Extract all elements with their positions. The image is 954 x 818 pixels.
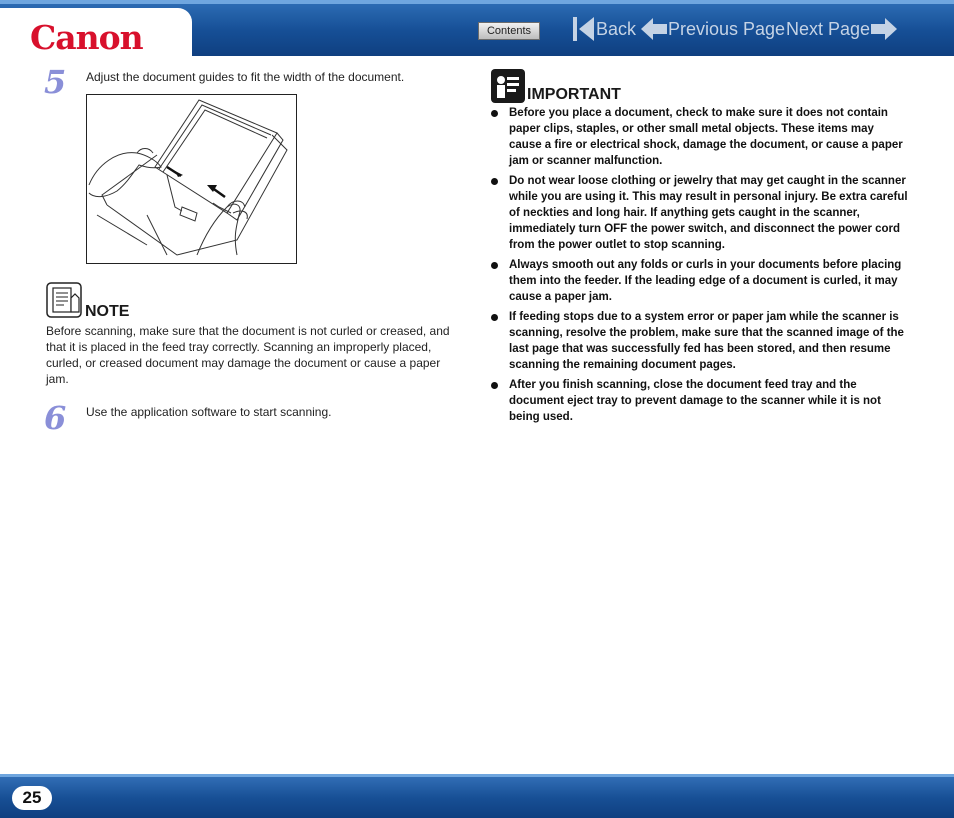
important-list <box>489 105 909 429</box>
back-label: Back <box>596 19 637 39</box>
back-icon <box>572 14 596 44</box>
note-heading: NOTE <box>85 303 130 320</box>
header-bar <box>0 0 954 56</box>
back-button[interactable] <box>572 14 636 44</box>
footer-bar <box>0 774 954 818</box>
list-item <box>489 105 909 169</box>
note-body: Before scanning, make sure that the document is not curled or creased, and that it is placed in the feed tray correctly. Scanning an improperly placed, curled, or creased document may damage the document or cause a paper jam. <box>46 324 450 386</box>
important-item-text: If feeding stops due to a system error or paper jam while the scanner is scanning, resolve the problem, make sure that the scanned image of the last page that was successfully fed has been stored, and then resume scanning the remaining document pages. <box>509 311 904 371</box>
bullet-icon <box>491 178 498 185</box>
previous-page-button[interactable] <box>640 14 785 44</box>
important-item-text: Before you place a document, check to make sure it does not contain paper clips, staples, or other small metal objects. These items may cause a fire or electrical shock, damage the document, or cause a paper jam or scanner malfunction. <box>509 107 903 167</box>
important-item-text: Do not wear loose clothing or jewelry that may get caught in the scanner while you are using it. This may result in personal injury. Be extra careful of neckties and long hair. If anything gets caught in the scanner, immediately turn OFF the power switch, and disconnect the power cord from the power outlet to stop scanning. <box>509 175 908 251</box>
header-highlight <box>0 0 954 4</box>
important-item-text: After you finish scanning, close the document feed tray and the document eject tray to prevent damage to the scanner while it is not being used. <box>509 379 881 423</box>
step-6-text: Use the application software to start scanning. <box>86 405 332 419</box>
step-number-6: 6 <box>44 399 67 437</box>
bullet-icon <box>491 382 498 389</box>
list-item <box>489 309 909 373</box>
canon-logo: Canon <box>30 18 143 57</box>
note-icon <box>46 282 82 323</box>
arrow-right-icon <box>870 14 898 44</box>
important-icon <box>491 69 525 108</box>
scanner-guides-drawing <box>87 95 296 263</box>
step-number-5: 5 <box>44 63 67 101</box>
bullet-icon <box>491 314 498 321</box>
list-item <box>489 173 909 253</box>
logo-panel <box>0 8 192 56</box>
contents-button[interactable]: Contents <box>478 22 540 40</box>
bullet-icon <box>491 110 498 117</box>
arrow-left-icon <box>640 14 668 44</box>
important-item-text: Always smooth out any folds or curls in your documents before placing them into the feeder. If the leading edge of a document is curled, it may cause a paper jam. <box>509 259 902 303</box>
bullet-icon <box>491 262 498 269</box>
step-5-text: Adjust the document guides to fit the width of the document. <box>86 70 405 84</box>
list-item <box>489 377 909 425</box>
previous-page-label: Previous Page <box>668 19 786 39</box>
page-number: 25 <box>12 786 52 810</box>
scanner-illustration <box>86 94 297 264</box>
next-page-label: Next Page <box>786 19 871 39</box>
next-page-button[interactable] <box>786 14 898 44</box>
list-item <box>489 257 909 305</box>
footer-highlight <box>0 774 954 777</box>
important-heading: IMPORTANT <box>527 86 621 103</box>
